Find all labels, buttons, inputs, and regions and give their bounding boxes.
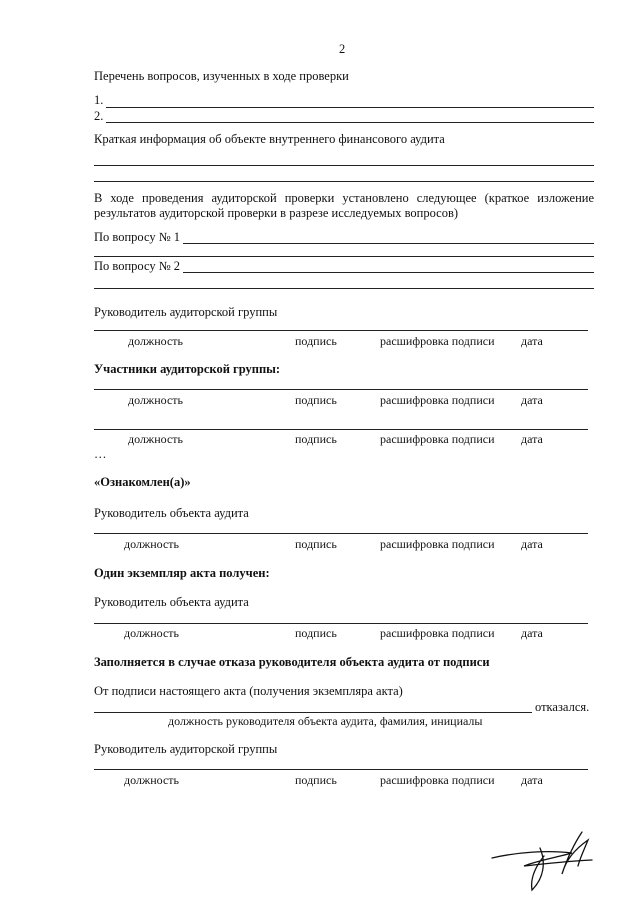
caption-signature: подпись [295, 432, 337, 446]
caption-position: должность [124, 773, 179, 787]
caption-date: дата [521, 393, 543, 407]
caption-position: должность [124, 537, 179, 551]
question-item-2-line [106, 122, 594, 123]
participants-ellipsis: … [94, 447, 107, 461]
page-number: 2 [339, 42, 346, 56]
acquainted-label: Руководитель объекта аудита [94, 506, 249, 520]
caption-date: дата [521, 773, 543, 787]
caption-signature: подпись [295, 537, 337, 551]
caption-date: дата [521, 432, 543, 446]
group-leader-signature-line [94, 330, 588, 331]
caption-position: должность [128, 393, 183, 407]
caption-date: дата [521, 537, 543, 551]
caption-decryption: расшифровка подписи [380, 393, 495, 407]
acquainted-heading: «Ознакомлен(а)» [94, 475, 191, 489]
question-2-line [183, 272, 594, 273]
caption-date: дата [521, 626, 543, 640]
caption-decryption: расшифровка подписи [380, 773, 495, 787]
caption-signature: подпись [295, 626, 337, 640]
group-leader-label: Руководитель аудиторской группы [94, 305, 278, 319]
object-info-line-1 [94, 165, 594, 166]
group-leader-final-signature-line [94, 769, 588, 770]
caption-position: должность [128, 432, 183, 446]
caption-decryption: расшифровка подписи [380, 537, 495, 551]
question-1-label: По вопросу № 1 [94, 230, 181, 244]
caption-decryption: расшифровка подписи [380, 432, 495, 446]
question-item-1-label: 1. [94, 93, 104, 107]
participants-heading: Участники аудиторской группы: [94, 362, 281, 376]
refusal-refused: отказался. [535, 700, 590, 714]
caption-signature: подпись [295, 773, 337, 787]
results-text-line-2: результатов аудиторской проверки в разрезе исследуемых вопросов) [94, 206, 459, 220]
question-1-line [183, 243, 594, 244]
caption-signature: подпись [295, 393, 337, 407]
question-1-extra-line [94, 256, 594, 257]
handwritten-signature [488, 828, 608, 898]
acquainted-signature-line [94, 533, 588, 534]
copy-received-label: Руководитель объекта аудита [94, 595, 249, 609]
object-info-title: Краткая информация об объекте внутреннего финансового аудита [94, 132, 445, 146]
refusal-heading: Заполняется в случае отказа руководителя объекта аудита от подписи [94, 655, 490, 669]
caption-position: должность [124, 626, 179, 640]
caption-date: дата [521, 334, 543, 348]
copy-received-signature-line [94, 623, 588, 624]
participant-2-signature-line [94, 429, 588, 430]
question-2-label: По вопросу № 2 [94, 259, 181, 273]
caption-signature: подпись [295, 334, 337, 348]
question-item-1-line [106, 107, 594, 108]
results-text-line-1: В ходе проведения аудиторской проверки установлено следующее (краткое изложение [94, 191, 594, 205]
group-leader-final-label: Руководитель аудиторской группы [94, 742, 278, 756]
refusal-caption: должность руководителя объекта аудита, фамилия, инициалы [168, 714, 483, 728]
caption-decryption: расшифровка подписи [380, 626, 495, 640]
refusal-line [94, 712, 532, 713]
caption-position: должность [128, 334, 183, 348]
question-2-extra-line [94, 288, 594, 289]
participant-1-signature-line [94, 389, 588, 390]
object-info-line-2 [94, 181, 594, 182]
questions-title: Перечень вопросов, изученных в ходе проверки [94, 69, 349, 83]
caption-decryption: расшифровка подписи [380, 334, 495, 348]
question-item-2-label: 2. [94, 109, 104, 123]
copy-received-heading: Один экземпляр акта получен: [94, 566, 270, 580]
refusal-text: От подписи настоящего акта (получения экземпляра акта) [94, 684, 403, 698]
